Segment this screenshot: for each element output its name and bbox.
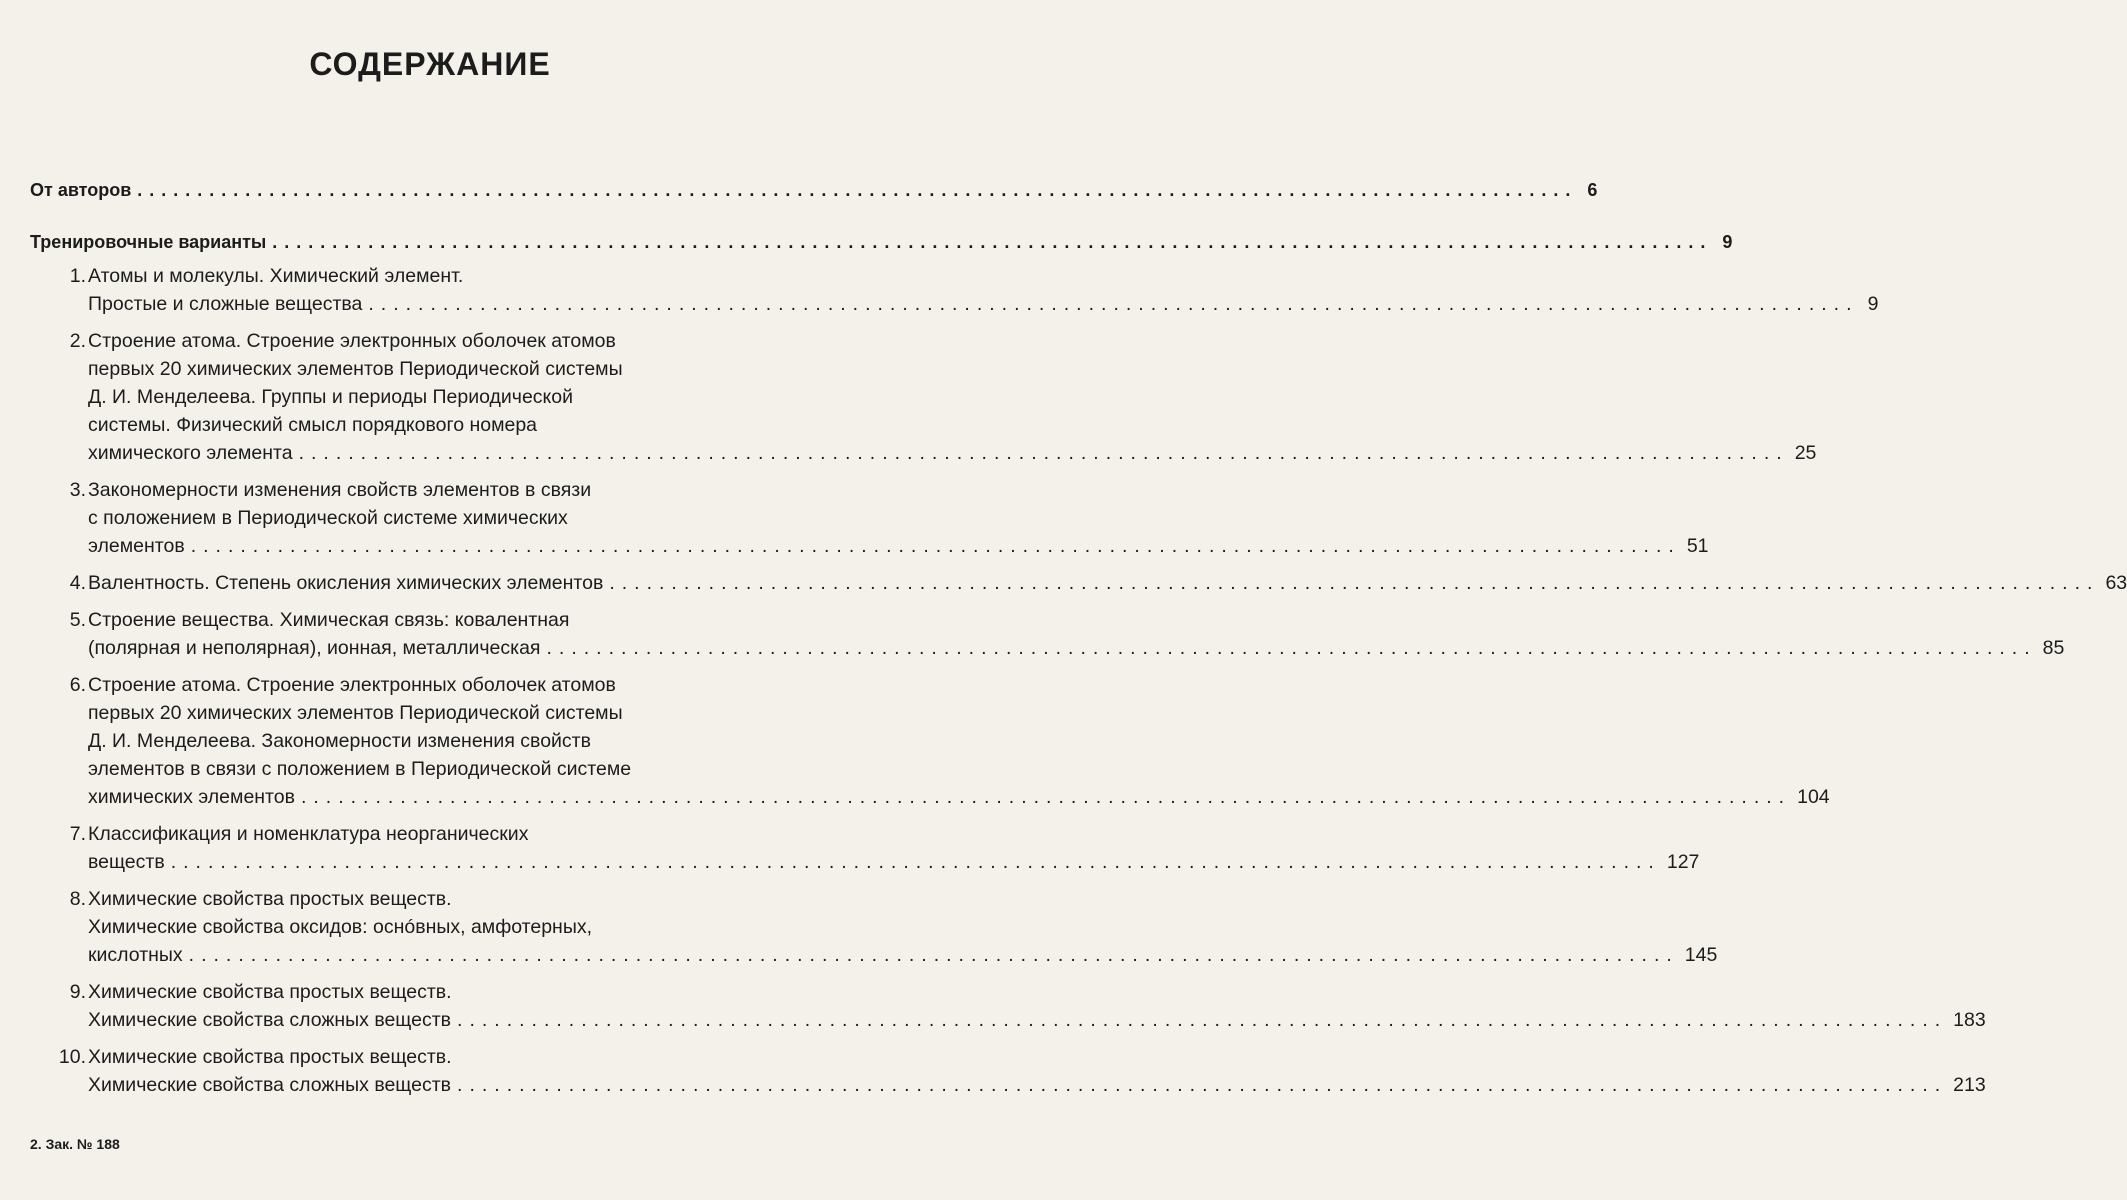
toc-entry-variants[interactable] [30, 228, 1733, 256]
toc-page-number: 145 [1684, 944, 1718, 966]
toc-entry-number: 4. [69, 572, 86, 594]
dot-leader: ........................................................................................................................ [300, 786, 1792, 808]
dot-leader: ........................................................................................................................ [368, 293, 1859, 315]
toc-page-number: 183 [1953, 1009, 1986, 1031]
toc-page-number: 104 [1797, 786, 1830, 808]
toc-entry-10[interactable] [30, 1043, 1986, 1099]
toc-entry-number: 1. [69, 265, 86, 287]
toc-page-number: 85 [2042, 637, 2065, 659]
toc-page-number: 9 [1867, 293, 1879, 315]
toc-page-number: 127 [1666, 851, 1700, 873]
toc-entry-line: первых 20 химических элементов Периодической системы [88, 358, 623, 380]
toc-entry-9[interactable] [30, 978, 1986, 1034]
toc-entry-number: 7. [69, 823, 86, 845]
toc-entry-number: 3. [69, 479, 86, 501]
toc-entry-line: Строение атома. Строение электронных оболочек атомов [88, 674, 616, 696]
toc-entry-line: Закономерности изменения свойств элементов в связи [88, 479, 592, 501]
toc-entry-5[interactable] [30, 606, 2065, 662]
toc-entry-title: От авторов [30, 180, 132, 200]
dot-leader: ........................................................................................................................ [272, 232, 1713, 252]
toc-entry-line: элементов [88, 535, 185, 557]
toc-page-number: 6 [1587, 180, 1598, 200]
dot-leader: ........................................................................................................................ [546, 637, 2037, 659]
toc-entry-line: Классификация и номенклатура неорганических [88, 823, 529, 845]
toc-entry-3[interactable] [30, 476, 1709, 560]
toc-entry-7[interactable] [30, 820, 1700, 876]
toc-entry-1[interactable] [30, 262, 1879, 318]
dot-leader: ........................................................................................................................ [170, 851, 1661, 873]
toc-entry-4[interactable] [30, 569, 2127, 597]
toc-page-number: 25 [1794, 442, 1817, 464]
toc-page-number: 63 [2105, 572, 2127, 594]
toc-page-number: 51 [1686, 535, 1709, 557]
toc-entry-line: Д. И. Менделеева. Закономерности изменения свойств [88, 730, 591, 752]
dot-leader: ........................................................................................................................ [188, 944, 1679, 966]
toc-entry-authors[interactable] [30, 176, 1598, 204]
toc-entry-line: Атомы и молекулы. Химический элемент. [88, 265, 464, 287]
toc-entry-2[interactable] [30, 327, 1817, 467]
dot-leader: ........................................................................................................................ [457, 1074, 1948, 1096]
dot-leader: ........................................................................................................................ [137, 180, 1578, 200]
dot-leader: ........................................................................................................................ [298, 442, 1789, 464]
toc-entry-line: кислотных [88, 944, 183, 966]
toc-entry-number: 10. [58, 1046, 86, 1068]
toc-entry-6[interactable] [30, 671, 1830, 811]
toc-entry-line: (полярная и неполярная), ионная, металлическая [88, 637, 541, 659]
toc-entry-line: Химические свойства оксидов: оснóвных, амфотерных, [88, 916, 593, 938]
toc-entry-number: 5. [69, 609, 86, 631]
dot-leader: ........................................................................................................................ [190, 535, 1681, 557]
toc-entry-line: Химические свойства сложных веществ [88, 1009, 452, 1031]
toc-entry-line: веществ [88, 851, 165, 873]
toc-entry-line: Валентность. Степень окисления химических элементов [88, 572, 604, 594]
toc-entry-number: 6. [69, 674, 86, 696]
toc-entry-line: Простые и сложные вещества [88, 293, 363, 315]
toc-page-number: 213 [1953, 1074, 1986, 1096]
toc-entry-line: Строение вещества. Химическая связь: ковалентная [88, 609, 570, 631]
toc-page-number: 9 [1722, 232, 1733, 252]
toc-entry-line: с положением в Периодической системе химических [88, 507, 568, 529]
toc-entry-line: системы. Физический смысл порядкового номера [88, 414, 538, 436]
toc-entry-line: Химические свойства простых веществ. [88, 1046, 452, 1068]
toc-entry-8[interactable] [30, 885, 1718, 969]
toc-entry-line: химических элементов [88, 786, 295, 808]
toc-entry-line: элементов в связи с положением в Периодической системе [88, 758, 632, 780]
toc-entry-number: 2. [69, 330, 86, 352]
toc-entry-number: 8. [69, 888, 86, 910]
toc-entry-number: 9. [69, 981, 86, 1003]
dot-leader: ........................................................................................................................ [457, 1009, 1948, 1031]
toc-entry-line: Строение атома. Строение электронных оболочек атомов [88, 330, 616, 352]
toc-entry-line: первых 20 химических элементов Периодической системы [88, 702, 623, 724]
page-title: СОДЕРЖАНИЕ [309, 46, 551, 82]
toc-entry-line: химического элемента [88, 442, 293, 464]
toc-entry-line: Д. И. Менделеева. Группы и периоды Периодической [88, 386, 574, 408]
toc-entry-line: Химические свойства простых веществ. [88, 981, 452, 1003]
toc-entry-line: Химические свойства простых веществ. [88, 888, 452, 910]
toc-entry-line: Химические свойства сложных веществ [88, 1074, 452, 1096]
table-of-contents [30, 176, 2127, 1099]
toc-entry-title: Тренировочные варианты [30, 232, 267, 252]
dot-leader: ........................................................................................................................ [609, 572, 2100, 594]
footer-print-mark: 2. Зак. № 188 [30, 1136, 120, 1152]
